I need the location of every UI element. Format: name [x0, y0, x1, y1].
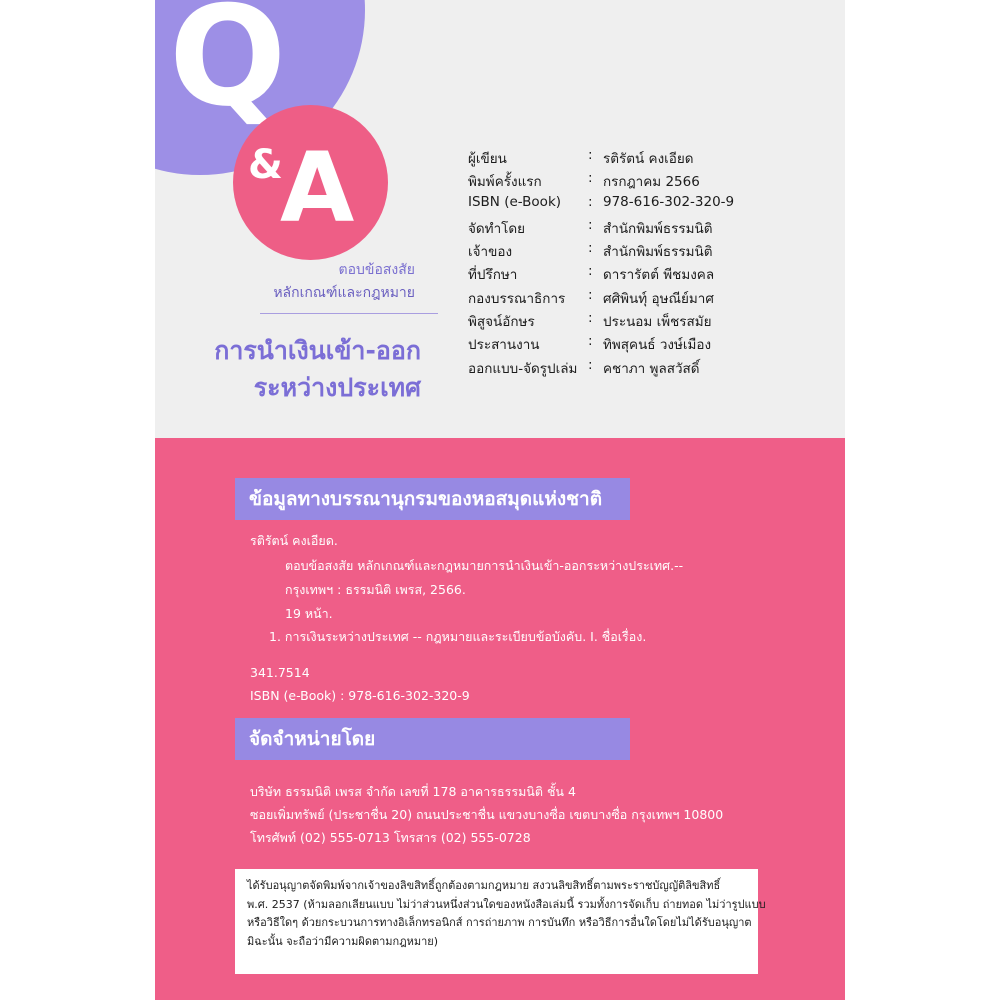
credit-label: พิมพ์ครั้งแรก: [468, 174, 542, 191]
cataloging-heading: ข้อมูลทางบรรณานุกรมของหอสมุดแห่งชาติ: [235, 478, 630, 520]
credit-value: สำนักพิมพ์ธรรมนิติ: [603, 244, 713, 261]
cataloging-title: ตอบข้อสงสัย หลักเกณฑ์และกฎหมายการนำเงินเข้า-ออกระหว่างประเทศ.--: [285, 558, 684, 573]
cataloging-subject: 1. การเงินระหว่างประเทศ -- กฎหมายและระเบียบข้อบังคับ. I. ชื่อเรื่อง.: [269, 629, 647, 644]
distribution-line-2: ซอยเพิ่มทรัพย์ (ประชาชื่น 20) ถนนประชาชื่น แขวงบางซื่อ เขตบางซื่อ กรุงเทพฯ 10800: [250, 807, 724, 822]
subtitle-line-1: ตอบข้อสงสัย: [338, 262, 415, 278]
credit-colon: :: [588, 286, 593, 303]
credit-label: เจ้าของ: [468, 244, 513, 261]
credit-colon: :: [588, 193, 593, 210]
book-title-line-1: การนำเงินเข้า-ออก: [214, 336, 421, 365]
credit-label: ISBN (e-Book): [468, 193, 562, 210]
notice-line-2: พ.ศ. 2537 (ห้ามลอกเลียนแบบ ไม่ว่าส่วนหนึ่งส่วนใดของหนังสือเล่มนี้ รวมทั้งการจัดเก็บ ถ่ายทอด ไม่ว่ารูปแบบ: [247, 897, 766, 911]
logo-letter-a: A: [280, 132, 355, 244]
credit-value: รติรัตน์ คงเอียด: [603, 151, 694, 167]
book-title-line-2: ระหว่างประเทศ: [253, 373, 421, 402]
distribution-line-3: โทรศัพท์ (02) 555-0713 โทรสาร (02) 555-0728: [250, 830, 531, 845]
credit-colon: :: [588, 240, 593, 257]
notice-line-1: ได้รับอนุญาตจัดพิมพ์จากเจ้าของลิขสิทธิ์ถูกต้องตามกฎหมาย สงวนลิขสิทธิ์ตามพระราชบัญญัติลิขสิทธิ์: [247, 879, 721, 892]
credit-value: ศศิพินทุ์ อุษณีย์มาศ: [603, 290, 714, 307]
logo-ampersand: &: [248, 142, 283, 188]
credit-colon: :: [588, 263, 593, 280]
credit-label: ออกแบบ-จัดรูปเล่ม: [468, 360, 578, 377]
credit-label: กองบรรณาธิการ: [468, 290, 566, 307]
cataloging-author: รติรัตน์ คงเอียด.: [250, 533, 338, 548]
credit-value: กรกฎาคม 2566: [603, 174, 700, 191]
book-page: [155, 0, 845, 1000]
credit-colon: :: [588, 356, 593, 373]
subtitle-line-2: หลักเกณฑ์และกฎหมาย: [273, 285, 415, 301]
logo-letter-q: Q: [169, 0, 283, 137]
cataloging-isbn: ISBN (e-Book) : 978-616-302-320-9: [250, 688, 470, 703]
credit-label: จัดทำโดย: [468, 220, 526, 237]
credit-colon: :: [588, 310, 593, 327]
distribution-line-1: บริษัท ธรรมนิติ เพรส จำกัด เลขที่ 178 อาคารธรรมนิติ ชั้น 4: [250, 784, 576, 799]
cataloging-classification: 341.7514: [250, 665, 310, 680]
title-divider: [260, 313, 438, 314]
cataloging-publisher: กรุงเทพฯ : ธรรมนิติ เพรส, 2566.: [285, 582, 466, 597]
notice-line-4: มิฉะนั้น จะถือว่ามีความผิดตามกฎหมาย): [247, 934, 438, 948]
credit-label: พิสูจน์อักษร: [468, 314, 535, 331]
credit-colon: :: [588, 170, 593, 187]
credit-value: ทิพสุคนธ์ วงษ์เมือง: [603, 337, 712, 354]
cataloging-pages: 19 หน้า.: [285, 606, 333, 621]
credit-colon: :: [588, 216, 593, 233]
credit-value: ดารารัตต์ พีชมงคล: [603, 267, 715, 284]
credit-colon: :: [588, 333, 593, 350]
distribution-heading: จัดจำหน่ายโดย: [235, 718, 630, 760]
credit-value: 978-616-302-320-9: [603, 193, 735, 210]
notice-line-3: หรือวิธีใดๆ ด้วยกระบวนการทางอิเล็กทรอนิกส์ การถ่ายภาพ การบันทึก หรือวิธีการอื่นใดโดยไม่ได้รับอนุญาต: [247, 916, 752, 929]
credit-colon: :: [588, 147, 593, 163]
credit-value: ประนอม เพ็ชรสมัย: [603, 314, 712, 331]
credit-label: ผู้เขียน: [468, 151, 507, 167]
bottom-section: [155, 438, 845, 1000]
credit-value: สำนักพิมพ์ธรรมนิติ: [603, 220, 713, 237]
credit-value: คชาภา พูลสวัสดิ์: [603, 360, 700, 377]
top-section: [155, 0, 845, 438]
credit-label: ที่ปรึกษา: [468, 267, 518, 284]
copyright-notice: [235, 869, 766, 974]
credit-label: ประสานงาน: [468, 337, 540, 354]
